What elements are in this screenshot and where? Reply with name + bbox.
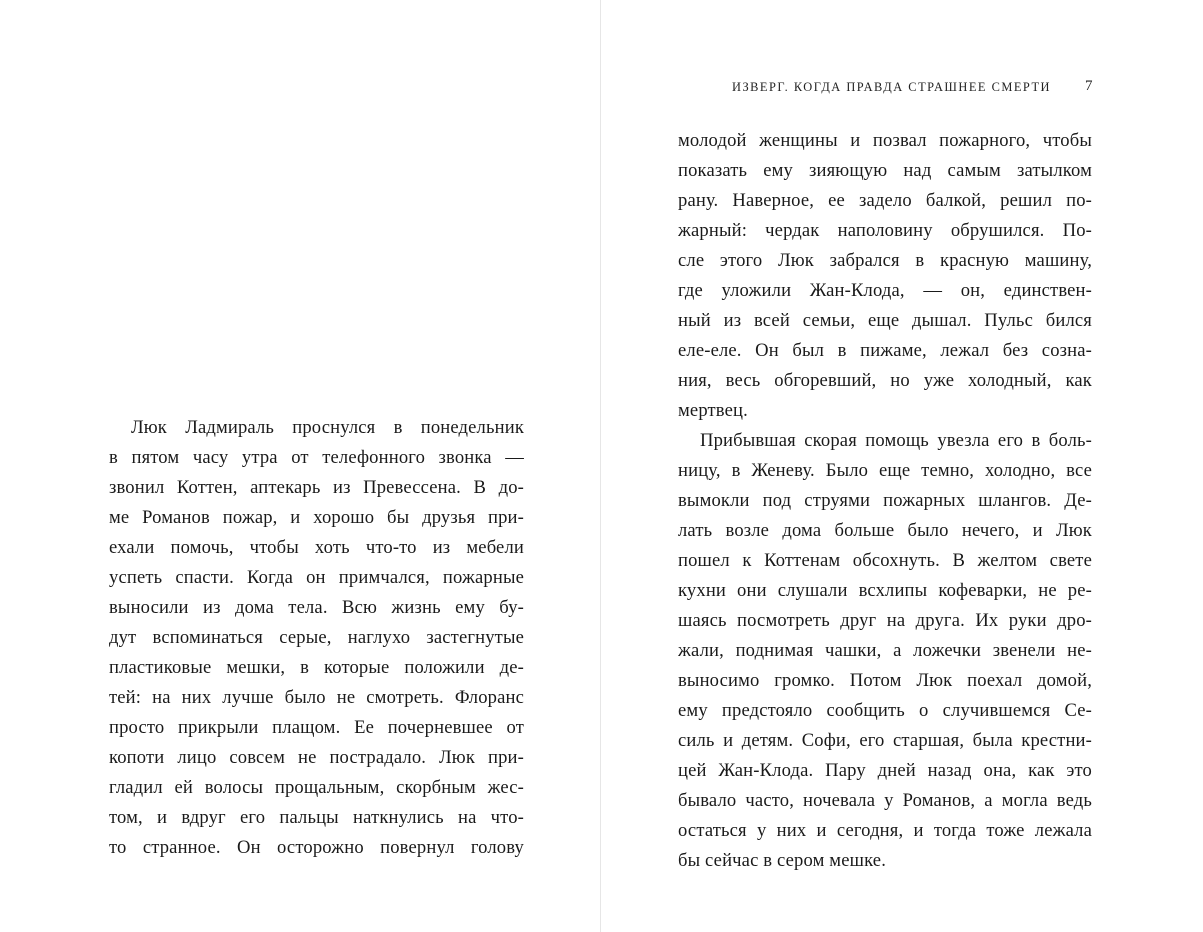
text-line: показать ему зияющую над самым затылком: [678, 160, 1092, 181]
text-line: мертвец.: [678, 400, 748, 421]
text-line: то странное. Он осторожно повернул голову: [109, 837, 524, 858]
text-line: вымокли под струями пожарных шлангов. Де-: [678, 490, 1092, 511]
left-page-text: [109, 413, 524, 863]
text-line: звонил Коттен, аптекарь из Превессена. В до-: [109, 477, 524, 498]
text-line: в пятом часу утра от телефонного звонка —: [109, 447, 524, 468]
text-line: шаясь посмотреть друг на друга. Их руки дро-: [678, 610, 1092, 631]
text-line: жарный: чердак наполовину обрушился. По-: [678, 220, 1092, 241]
text-line: ный из всей семьи, еще дышал. Пульс бился: [678, 310, 1092, 331]
text-line: тей: на них лучше было не смотреть. Флоранс: [109, 687, 524, 708]
text-line: пошел к Коттенам обсохнуть. В желтом свете: [678, 550, 1092, 571]
right-page-text: [678, 126, 1092, 876]
text-line: выносимо громко. Потом Люк поехал домой,: [678, 670, 1092, 691]
page-number: 7: [1085, 78, 1093, 94]
text-line: успеть спасти. Когда он примчался, пожарные: [109, 567, 524, 588]
text-line: бы сейчас в сером мешке.: [678, 850, 887, 871]
text-line: Люк Ладмираль проснулся в понедельник: [131, 417, 524, 438]
running-head: ИЗВЕРГ. КОГДА ПРАВДА СТРАШНЕЕ СМЕРТИ: [732, 80, 1051, 94]
text-line: рану. Наверное, ее задело балкой, решил по-: [678, 190, 1092, 211]
text-line: кухни они слушали всхлипы кофеварки, не ре-: [678, 580, 1092, 601]
text-line: дут вспоминаться серые, наглухо застегнутые: [109, 627, 524, 648]
left-page: [0, 0, 600, 932]
text-line: ме Романов пожар, и хорошо бы друзья при-: [109, 507, 524, 528]
text-line: молодой женщины и позвал пожарного, чтобы: [678, 130, 1092, 151]
text-line: ехали помочь, чтобы хоть что-то из мебели: [109, 537, 524, 558]
text-line: цей Жан-Клода. Пару дней назад она, как это: [678, 760, 1092, 781]
text-line: остаться у них и сегодня, и тогда тоже лежала: [678, 820, 1092, 841]
text-line: где уложили Жан-Клода, — он, единствен-: [678, 280, 1092, 301]
text-line: копоти лицо совсем не пострадало. Люк при-: [109, 747, 524, 768]
text-line: сле этого Люк забрался в красную машину,: [678, 250, 1092, 271]
text-line: ницу, в Женеву. Было еще темно, холодно, все: [678, 460, 1092, 481]
text-line: том, и вдруг его пальцы наткнулись на что-: [109, 807, 524, 828]
right-page: [601, 0, 1203, 932]
text-line: ния, весь обгоревший, но уже холодный, как: [678, 370, 1092, 391]
text-line: силь и детям. Софи, его старшая, была крестни-: [678, 730, 1092, 751]
text-line: лать возле дома больше было нечего, и Люк: [678, 520, 1092, 541]
text-line: выносили из дома тела. Всю жизнь ему бу-: [109, 597, 524, 618]
text-line: ему предстояло сообщить о случившемся Се-: [678, 700, 1092, 721]
text-line: еле-еле. Он был в пижаме, лежал без созна-: [678, 340, 1092, 361]
text-line: Прибывшая скорая помощь увезла его в боль-: [700, 430, 1092, 451]
text-line: пластиковые мешки, в которые положили де-: [109, 657, 524, 678]
text-line: бывало часто, ночевала у Романов, а могла ведь: [678, 790, 1092, 811]
text-line: просто прикрыли плащом. Ее почерневшее от: [109, 717, 524, 738]
text-line: жали, поднимая чашки, а ложечки звенели не-: [678, 640, 1092, 661]
text-line: гладил ей волосы прощальным, скорбным жес-: [109, 777, 524, 798]
